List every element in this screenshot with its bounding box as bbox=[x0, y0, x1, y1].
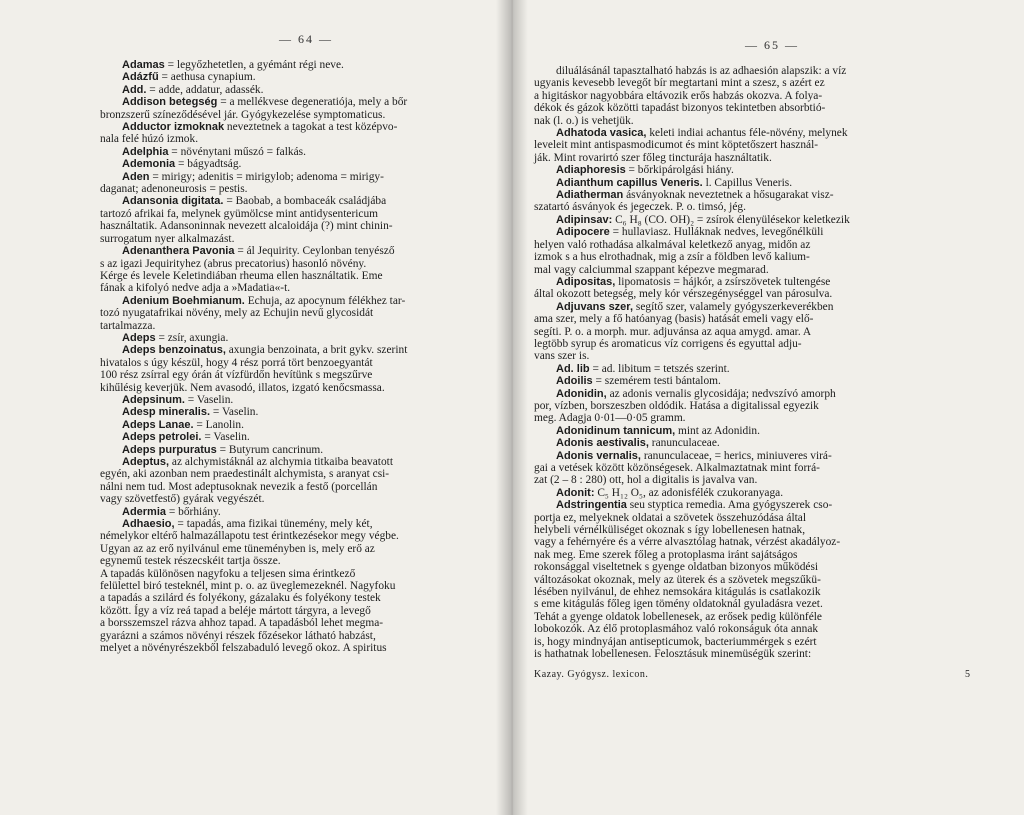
entry-text: használtatik. Adansoninnak nevezett alcaloidája (?) mint chinin- bbox=[100, 220, 393, 233]
entry-first-line bbox=[100, 59, 472, 71]
entry-text: meg. Adagja 0·01—0·05 gramm. bbox=[534, 412, 686, 425]
entry-text: = ad. libitum = tetszés szerint. bbox=[589, 362, 730, 375]
entry-text: = Baobab, a bombaceák családjába bbox=[223, 195, 387, 208]
entry-text: s eme kitágulás főleg igen tömény oldatoknál gyuladásra vezet. bbox=[534, 598, 823, 611]
entry-text: is hathatnak lobellenesen. Felosztásuk minemüségük szerint: bbox=[534, 648, 812, 661]
entry-line bbox=[534, 90, 980, 102]
dictionary-entry bbox=[100, 158, 472, 170]
entry-headword: Adeps benzoinatus, bbox=[122, 344, 226, 357]
entry-text: gai a vetések között közönségesek. Alkalmaztatnak mint forrá- bbox=[534, 462, 820, 474]
entry-text: = növénytani műszó = falkás. bbox=[168, 145, 306, 158]
dictionary-entry bbox=[100, 332, 472, 344]
entry-line bbox=[534, 350, 980, 362]
entry-text: ásványoknak neveztetnek a hősugarakat visz- bbox=[623, 189, 834, 202]
entry-first-line bbox=[534, 276, 980, 288]
entry-text: = aethusa cynapium. bbox=[158, 71, 256, 84]
dictionary-entry bbox=[534, 375, 980, 387]
entry-text: nak meg. Eme szerek főleg a protoplasma iránt sajátságos bbox=[534, 548, 798, 561]
entry-line bbox=[100, 270, 472, 282]
entry-headword: Adelphia bbox=[122, 145, 169, 158]
dictionary-entry bbox=[534, 276, 980, 301]
entry-first-line bbox=[100, 158, 472, 170]
entry-line bbox=[534, 264, 980, 276]
entry-headword: Adázfű bbox=[122, 71, 159, 84]
entry-text: ugyanis kevesebb levegőt bír megtartani mint a szesz, s azért ez bbox=[534, 77, 825, 90]
entry-text: hivatalos s úgy készül, hogy 4 rész porrá tört benzoegyantát bbox=[100, 356, 373, 369]
entry-line bbox=[534, 623, 980, 635]
dictionary-entry bbox=[534, 127, 980, 164]
entry-text: = Vaselin. bbox=[201, 431, 250, 444]
entry-first-line bbox=[100, 121, 472, 133]
entry-text: dékok és gázok közötti tapadást bizonyos tekintetben absorbtió- bbox=[534, 102, 826, 115]
entry-text: által okozott betegség, mely kór vérszegénységgel van párosulva. bbox=[534, 288, 833, 301]
entry-first-line bbox=[534, 363, 980, 375]
entry-headword: Adianthum capillus Veneris. bbox=[556, 176, 703, 189]
entry-text: lipomatosis = hájkór, a zsírszövetek tultengése bbox=[615, 275, 831, 288]
entry-first-line bbox=[534, 437, 980, 449]
entry-text: vans szer is. bbox=[534, 350, 590, 363]
entry-text: helyen való rothadása alkalmával keletkező anyag, midőn az bbox=[534, 238, 811, 251]
entry-text: legtöbb syrup és aromaticus víz corrigens és egyuttal adju- bbox=[534, 337, 802, 350]
entry-line bbox=[100, 617, 472, 629]
entry-first-line bbox=[534, 65, 980, 77]
entry-first-line bbox=[100, 71, 472, 83]
entry-line bbox=[100, 481, 472, 493]
entry-text: Kérge és levele Keletindiában rheuma ellen használtatik. Eme bbox=[100, 269, 383, 282]
entry-text: helybeli vérnélküliséget okoznak s így lobellenesen hatnak, bbox=[534, 524, 806, 537]
entry-text: Tehát a gyenge oldatok lobellenesek, az erősek pedig különféle bbox=[534, 610, 822, 623]
entry-text: = Vaselin. bbox=[184, 393, 234, 406]
entry-text: = bőrkipárolgási hiány. bbox=[625, 164, 734, 177]
entry-headword: Ad. lib bbox=[556, 362, 590, 375]
dictionary-entry bbox=[534, 65, 980, 127]
entry-headword: Adstringentia bbox=[556, 499, 627, 512]
dictionary-entry bbox=[100, 456, 472, 506]
entry-headword: Adenium Boehmianum. bbox=[122, 294, 245, 307]
entry-headword: Adonis aestivalis, bbox=[556, 437, 649, 450]
dictionary-entry bbox=[534, 164, 980, 176]
entry-text: tartozó afrikai fa, melynek gyümölcse mint antidysentericum bbox=[100, 207, 379, 220]
dictionary-entry bbox=[534, 425, 980, 437]
entry-text: = hullaviasz. Hulláknak nedves, levegőnélküli bbox=[609, 226, 824, 239]
entry-line bbox=[100, 592, 472, 604]
entry-text: melyet a növényrészekből felszabaduló levegő okoz. A spiritus bbox=[100, 642, 387, 655]
entry-headword: Adductor izmoknak bbox=[122, 121, 225, 134]
entry-first-line bbox=[534, 450, 980, 462]
entry-text: = Butyrum cancrinum. bbox=[216, 443, 324, 456]
entry-first-line bbox=[100, 419, 472, 431]
entry-line bbox=[534, 549, 980, 561]
dictionary-entry bbox=[100, 506, 472, 518]
entry-first-line bbox=[100, 245, 472, 257]
entry-line bbox=[534, 115, 980, 127]
entry-headword: Aden bbox=[122, 170, 150, 183]
entry-line bbox=[534, 574, 980, 586]
entry-line bbox=[534, 326, 980, 338]
entry-text: = zsír, axungia. bbox=[155, 331, 229, 344]
entry-text: nala felé húzó izmok. bbox=[100, 133, 199, 146]
entry-first-line bbox=[534, 388, 980, 400]
entry-line bbox=[534, 648, 980, 660]
entry-first-line bbox=[100, 506, 472, 518]
entry-text: mint az Adonidin. bbox=[675, 424, 760, 437]
entry-text: vagy a fehérnyére és a vérre alvasztólag hatnak, vérzést akadályoz- bbox=[534, 536, 841, 549]
entry-line bbox=[100, 605, 472, 617]
entry-text: segíti. P. o. a morph. mur. adjuvánsa az aqua amygd. amar. A bbox=[534, 325, 812, 338]
entry-text: fának a kifolyó nedve adja a »Madatia«-t. bbox=[100, 282, 291, 295]
entry-headword: Adonis vernalis, bbox=[556, 449, 641, 462]
entry-line bbox=[100, 369, 472, 381]
entry-text: = bágyadtság. bbox=[175, 158, 242, 171]
entry-text: l. Capillus Veneris. bbox=[702, 176, 793, 189]
entry-text: tartalmazza. bbox=[100, 319, 156, 332]
entry-line bbox=[100, 580, 472, 592]
entries-list bbox=[534, 65, 980, 661]
entry-line bbox=[534, 611, 980, 623]
entry-line bbox=[534, 536, 980, 548]
entry-headword: Adeptus, bbox=[122, 456, 170, 468]
entry-first-line bbox=[100, 431, 472, 443]
entry-line bbox=[534, 152, 980, 164]
entry-first-line bbox=[100, 96, 472, 108]
dictionary-entry bbox=[100, 71, 472, 83]
entry-line bbox=[100, 233, 472, 245]
entry-line bbox=[100, 493, 472, 505]
entry-text: egyén, aki azonban nem praedestinált alchymista, s aranyat csi- bbox=[100, 468, 390, 481]
entry-first-line bbox=[100, 195, 472, 207]
entry-first-line bbox=[100, 295, 472, 307]
entry-text: = ál Jequirity. Ceylonban tenyésző bbox=[234, 245, 395, 258]
entry-line bbox=[534, 139, 980, 151]
entry-line bbox=[100, 530, 472, 542]
entry-text: diluálásánál tapasztalható habzás is az adhaesión alapszik: a víz bbox=[556, 65, 847, 77]
entry-text: C₅ H₁₂ O₅, az adonisfélék czukoranyaga. bbox=[594, 486, 784, 499]
entry-text: surrogatum nyer alkalmazást. bbox=[100, 232, 235, 245]
dictionary-entry bbox=[100, 295, 472, 332]
entry-text: némelykor eltérő halmazállapotu test érintkezésekor megy végbe. bbox=[100, 530, 399, 543]
entry-line bbox=[100, 543, 472, 555]
entry-first-line bbox=[534, 214, 980, 226]
entry-line bbox=[100, 468, 472, 480]
dictionary-entry bbox=[534, 214, 980, 226]
entry-first-line bbox=[534, 425, 980, 437]
entry-text: ranunculaceae, = herics, miniuveres virá- bbox=[640, 449, 832, 462]
entry-text: C₆ H₈ (CO. OH)₂ = zsírok élenyülésekor keletkezik bbox=[612, 213, 850, 226]
entry-line bbox=[100, 555, 472, 567]
entry-first-line bbox=[100, 84, 472, 96]
dictionary-entry bbox=[100, 59, 472, 71]
entry-text: = a mellékvese degeneratiója, mely a bőr bbox=[217, 96, 408, 109]
entry-headword: Adiatherman bbox=[556, 189, 624, 202]
entry-text: változásokat okoznak, mely az üterek és a szövetek megszűkü- bbox=[534, 573, 821, 586]
entry-first-line bbox=[100, 332, 472, 344]
entry-text: felülettel biró testeknél, mint p. o. az üveglemezeknél. Nagyfoku bbox=[100, 580, 396, 593]
entry-text: kihűlésig keverjük. Nem avasodó, illatos, izgató kenőcsmassa. bbox=[100, 381, 385, 394]
entry-line bbox=[100, 220, 472, 232]
entry-text: is, hogy mindnyájan antisepticumok, bacteriummérgek s ezért bbox=[534, 635, 817, 648]
entry-text: izmok s a hus elrothadnak, mig a zsír a földben levő kalium- bbox=[534, 251, 810, 264]
page-number: — 64 — bbox=[279, 32, 333, 46]
entry-text: ják. Mint rovarirtó szer főleg tincturája használtatik. bbox=[534, 151, 772, 164]
entry-first-line bbox=[100, 406, 472, 418]
entry-text: bronzszerű színeződésével jár. Gyógykezelése symptomaticus. bbox=[100, 108, 386, 121]
entry-text: = tapadás, ama fizikai tünemény, mely két, bbox=[174, 518, 373, 531]
dictionary-entry bbox=[100, 84, 472, 96]
entry-text: mal vagy calciummal szappant képezve megmarad. bbox=[534, 263, 769, 276]
entry-headword: Adeps petrolei. bbox=[122, 431, 202, 444]
entry-headword: Adenanthera Pavonia bbox=[122, 245, 235, 258]
entry-text: a tapadás a szilárd és folyékony, gázalaku és folyékony testek bbox=[100, 592, 381, 605]
entry-text: az adonis vernalis glycosidája; nedvszívó amorph bbox=[606, 387, 836, 400]
dictionary-entry bbox=[534, 450, 980, 487]
dictionary-entry bbox=[100, 444, 472, 456]
dictionary-entry bbox=[100, 121, 472, 146]
entry-text: nálni nem tud. Most adeptusoknak nevezik a festő (porcellán bbox=[100, 480, 378, 493]
entry-first-line bbox=[100, 444, 472, 456]
entry-line bbox=[534, 412, 980, 424]
entry-text: lésében nyilvánul, de ehhez nemsokára kitágulás is csatlakozik bbox=[534, 586, 821, 599]
entry-headword: Adjuvans szer, bbox=[556, 300, 634, 313]
page-number: — 65 — bbox=[745, 38, 799, 52]
entry-line bbox=[100, 282, 472, 294]
entry-first-line bbox=[100, 394, 472, 406]
entry-text: Ugyan az az erő nyilvánul eme tüneményben is, mely erő az bbox=[100, 542, 375, 555]
entry-text: portja ez, melyeknek oldatai a szövetek összehuzódása által bbox=[534, 511, 806, 524]
entry-text: = Vaselin. bbox=[210, 406, 259, 419]
entry-headword: Adeps bbox=[122, 331, 156, 344]
entry-text: nak (l. o.) is vehetjük. bbox=[534, 114, 634, 127]
entry-headword: Addison betegség bbox=[122, 96, 218, 109]
entry-line bbox=[534, 400, 980, 412]
entry-headword: Adansonia digitata. bbox=[122, 195, 224, 208]
entry-line bbox=[534, 474, 980, 486]
signature-number: 5 bbox=[965, 668, 970, 680]
entry-headword: Adonidinum tannicum, bbox=[556, 424, 676, 437]
entry-first-line bbox=[534, 375, 980, 387]
dictionary-entry bbox=[100, 171, 472, 196]
dictionary-entry bbox=[534, 226, 980, 276]
entry-text: segítő szer, valamely gyógyszerkeverékben bbox=[633, 300, 834, 313]
entry-text: ama szer, mely a fő hatóanyag (basis) hatását emeli vagy elő- bbox=[534, 313, 814, 326]
entry-line bbox=[534, 586, 980, 598]
entry-line bbox=[100, 109, 472, 121]
entry-line bbox=[534, 598, 980, 610]
dictionary-entry bbox=[534, 487, 980, 499]
entry-line bbox=[100, 320, 472, 332]
entry-text: A tapadás különösen nagyfoku a teljesen sima érintkező bbox=[100, 567, 356, 580]
entry-text: keleti indiai achantus féle-növény, melynek bbox=[646, 127, 848, 140]
entry-line bbox=[100, 382, 472, 394]
dictionary-entry bbox=[100, 419, 472, 431]
entry-headword: Adonidin, bbox=[556, 387, 607, 400]
dictionary-entry bbox=[100, 394, 472, 406]
entry-headword: Adepsinum. bbox=[122, 393, 185, 406]
entry-text: lobokozók. Az élő protoplasmához való rokonságuk óta annak bbox=[534, 623, 819, 636]
entry-text: gyarázni a számos növényi részek főzésekor látható habzást, bbox=[100, 629, 376, 642]
entry-text: = szemérem testi bántalom. bbox=[592, 375, 721, 388]
entry-headword: Adeps Lanae. bbox=[122, 418, 194, 431]
entry-first-line bbox=[534, 127, 980, 139]
entry-text: vagy szövetfestő) gyárak vegyészét. bbox=[100, 493, 265, 506]
entry-headword: Adiaphoresis bbox=[556, 164, 626, 177]
entry-text: között. Így a víz reá tapad a beléje mártott tárgyra, a levegő bbox=[100, 604, 371, 617]
entry-line bbox=[534, 338, 980, 350]
entry-text: tozó nyugatafrikai növény, mely az Echujin nevű glycosidát bbox=[100, 307, 374, 320]
entry-text: Echuja, az apocynum félékhez tar- bbox=[244, 294, 406, 307]
entry-text: por, vízben, borszeszben oldódik. Hatása a digitalissal egyezik bbox=[534, 399, 819, 412]
entry-headword: Adermia bbox=[122, 505, 167, 518]
entry-line bbox=[100, 133, 472, 145]
entry-first-line bbox=[534, 499, 980, 511]
entry-headword: Adhatoda vasica, bbox=[556, 127, 647, 140]
entry-headword: Adipinsav: bbox=[556, 213, 613, 226]
entry-text: az alchymistáknál az alchymia titkaiba beavatott bbox=[169, 456, 393, 468]
entry-text: = Lanolin. bbox=[193, 418, 244, 431]
entry-first-line bbox=[534, 189, 980, 201]
entry-headword: Adipositas, bbox=[556, 275, 616, 288]
entry-line bbox=[534, 239, 980, 251]
entry-line bbox=[534, 524, 980, 536]
entry-text: rokonsággal viseltetnek s gyenge oldatban bizonyos működési bbox=[534, 561, 819, 574]
printer-signature: Kazay. Gyógysz. lexicon. bbox=[534, 668, 649, 680]
entry-line bbox=[534, 102, 980, 114]
entry-text: ranunculaceae. bbox=[648, 437, 720, 450]
entry-headword: Add. bbox=[122, 83, 147, 96]
entry-line bbox=[534, 512, 980, 524]
entry-line bbox=[534, 462, 980, 474]
entry-text: axungia benzoinata, a brit gykv. szerint bbox=[225, 344, 408, 357]
entry-text: neveztetnek a tagokat a test középvo- bbox=[224, 121, 398, 134]
entry-first-line bbox=[534, 226, 980, 238]
entry-text: = mirigy; adenitis = mirigylob; adenoma = mirigy- bbox=[149, 170, 384, 183]
entry-first-line bbox=[100, 456, 472, 468]
entry-first-line bbox=[534, 164, 980, 176]
entry-line bbox=[534, 313, 980, 325]
dictionary-entry bbox=[534, 363, 980, 375]
entry-text: a borsszemszel rázva ahhoz tapad. A tapadásból lehet megma- bbox=[100, 617, 384, 630]
dictionary-entry bbox=[100, 195, 472, 245]
entry-text: a higitáskor nagyobbára eltávozik erős habzás okozva. A folya- bbox=[534, 89, 823, 102]
dictionary-entry bbox=[534, 499, 980, 660]
entry-headword: Ademonia bbox=[122, 158, 176, 171]
right-page bbox=[512, 0, 1024, 815]
entry-line bbox=[100, 258, 472, 270]
entry-line bbox=[100, 307, 472, 319]
dictionary-entry bbox=[100, 96, 472, 121]
entry-line bbox=[100, 183, 472, 195]
dictionary-entry bbox=[100, 406, 472, 418]
entry-line bbox=[100, 568, 472, 580]
entry-text: = legyőzhetetlen, a gyémánt régi neve. bbox=[164, 59, 344, 71]
entry-line bbox=[534, 201, 980, 213]
entry-first-line bbox=[100, 518, 472, 530]
entry-line bbox=[534, 636, 980, 648]
entry-first-line bbox=[534, 487, 980, 499]
entry-first-line bbox=[100, 171, 472, 183]
entry-text: s az igazi Jequirityhez (abrus precatorius) hasonló növény. bbox=[100, 257, 367, 270]
entry-text: zat (2 – 8 : 280) ott, hol a digitalis is javalva van. bbox=[534, 474, 758, 487]
entry-first-line bbox=[100, 344, 472, 356]
entry-headword: Adeps purpuratus bbox=[122, 443, 217, 456]
entry-headword: Adhaesio, bbox=[122, 518, 175, 531]
entry-first-line bbox=[534, 177, 980, 189]
entry-text: szatartó ásványok és jegeczek. P. o. timsó, jég. bbox=[534, 201, 746, 214]
entry-headword: Adipocere bbox=[556, 226, 610, 239]
dictionary-entry bbox=[534, 177, 980, 189]
entry-text: 100 rész zsírral egy órán át vízfürdőn hevítünk s megszűrve bbox=[100, 369, 373, 382]
entry-text: seu styptica remedia. Ama gyógyszerek cso- bbox=[626, 499, 833, 512]
entry-headword: Adonit: bbox=[556, 486, 595, 499]
entry-text: leveleit mint antispasmodicumot és mint köptetőszert használ- bbox=[534, 139, 819, 152]
entry-first-line bbox=[100, 146, 472, 158]
dictionary-entry bbox=[100, 518, 472, 654]
entry-text: = bőrhiány. bbox=[166, 505, 221, 518]
dictionary-entry bbox=[534, 189, 980, 214]
entry-first-line bbox=[534, 301, 980, 313]
dictionary-entry bbox=[100, 146, 472, 158]
entry-text: daganat; adenoneurosis = pestis. bbox=[100, 183, 248, 196]
page-footer bbox=[534, 669, 980, 680]
entry-line bbox=[100, 357, 472, 369]
entry-text: = adde, addatur, adassék. bbox=[146, 83, 264, 96]
entry-headword: Adamas bbox=[122, 59, 165, 71]
entry-line bbox=[100, 208, 472, 220]
entry-line bbox=[100, 642, 472, 654]
dictionary-entry bbox=[100, 431, 472, 443]
entry-line bbox=[534, 288, 980, 300]
entry-headword: Adesp mineralis. bbox=[122, 406, 211, 419]
entries-list bbox=[100, 59, 472, 655]
dictionary-entry bbox=[534, 388, 980, 425]
dictionary-entry bbox=[534, 437, 980, 449]
entry-line bbox=[534, 561, 980, 573]
entry-line bbox=[534, 251, 980, 263]
dictionary-entry bbox=[534, 301, 980, 363]
entry-line bbox=[100, 630, 472, 642]
dictionary-entry bbox=[100, 245, 472, 295]
entry-headword: Adoilis bbox=[556, 375, 593, 388]
entry-text: egynemű testek részecskéit tartja össze. bbox=[100, 555, 281, 568]
dictionary-entry bbox=[100, 344, 472, 394]
entry-line bbox=[534, 77, 980, 89]
